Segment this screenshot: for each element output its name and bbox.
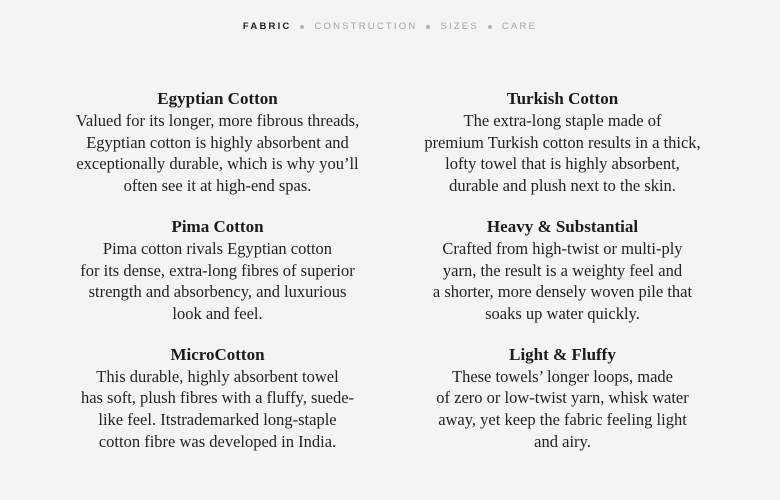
separator-dot-icon — [300, 25, 304, 29]
description-line: has soft, plush fibres with a fluffy, suede- — [80, 388, 355, 408]
description-line: a shorter, more densely woven pile that — [432, 282, 693, 302]
description-line: Egyptian cotton is highly absorbent and — [86, 132, 349, 152]
section-description — [50, 366, 385, 453]
description-line: durable and plush next to the skin. — [449, 176, 676, 196]
description-line: soaks up water quickly. — [485, 303, 640, 323]
section-title: Turkish Cotton — [506, 89, 619, 108]
description-line: premium Turkish cotton results in a thick, — [424, 132, 701, 152]
separator-dot-icon — [488, 25, 492, 29]
description-line: cotton fibre was developed in India. — [98, 431, 337, 451]
description-line: This durable, highly absorbent towel — [96, 366, 339, 386]
description-line: lofty towel that is highly absorbent, — [445, 154, 680, 174]
tab-construction[interactable]: CONSTRUCTION — [314, 21, 418, 32]
fabric-section-microcotton — [50, 344, 385, 453]
description-line: often see it at high-end spas. — [123, 176, 312, 196]
section-tabs — [0, 19, 780, 34]
tab-care[interactable]: CARE — [501, 21, 538, 32]
description-line: Crafted from high-twist or multi-ply — [442, 238, 683, 258]
section-description — [50, 110, 385, 197]
section-description — [395, 110, 730, 197]
tab-fabric[interactable]: FABRIC — [242, 21, 292, 32]
description-line: Valued for its longer, more fibrous threads, — [75, 111, 360, 130]
section-title: Egyptian Cotton — [157, 89, 278, 108]
description-line: for its dense, extra-long fibres of superior — [80, 260, 355, 280]
description-line: strength and absorbency, and luxurious — [88, 282, 347, 302]
description-line: These towels’ longer loops, made — [451, 366, 673, 386]
description-line: and airy. — [534, 431, 591, 451]
fabric-section-light-fluffy — [395, 344, 730, 453]
section-title: MicroCotton — [170, 344, 265, 364]
fabric-content-grid — [50, 88, 730, 452]
description-line: Pima cotton rivals Egyptian cotton — [102, 238, 333, 258]
section-description — [395, 366, 730, 453]
section-title: Light & Fluffy — [509, 344, 616, 364]
fabric-section-heavy-substantial — [395, 216, 730, 325]
description-line: exceptionally durable, which is why you’ll — [76, 154, 359, 174]
description-line: like feel. Itstrademarked long-staple — [98, 410, 337, 430]
section-description — [50, 238, 385, 325]
description-line: away, yet keep the fabric feeling light — [438, 410, 687, 430]
description-line: look and feel. — [172, 303, 263, 323]
fabric-section-pima-cotton — [50, 216, 385, 325]
fabric-section-egyptian-cotton — [50, 88, 385, 197]
fabric-section-turkish-cotton — [395, 88, 730, 197]
description-line: of zero or low-twist yarn, whisk water — [436, 388, 689, 408]
section-description — [395, 238, 730, 325]
section-title: Pima Cotton — [171, 216, 264, 236]
description-line: yarn, the result is a weighty feel and — [442, 260, 683, 280]
description-line: The extra-long staple made of — [463, 111, 662, 130]
separator-dot-icon — [426, 25, 430, 29]
tab-sizes[interactable]: SIZES — [440, 21, 479, 32]
section-title: Heavy & Substantial — [486, 216, 639, 236]
